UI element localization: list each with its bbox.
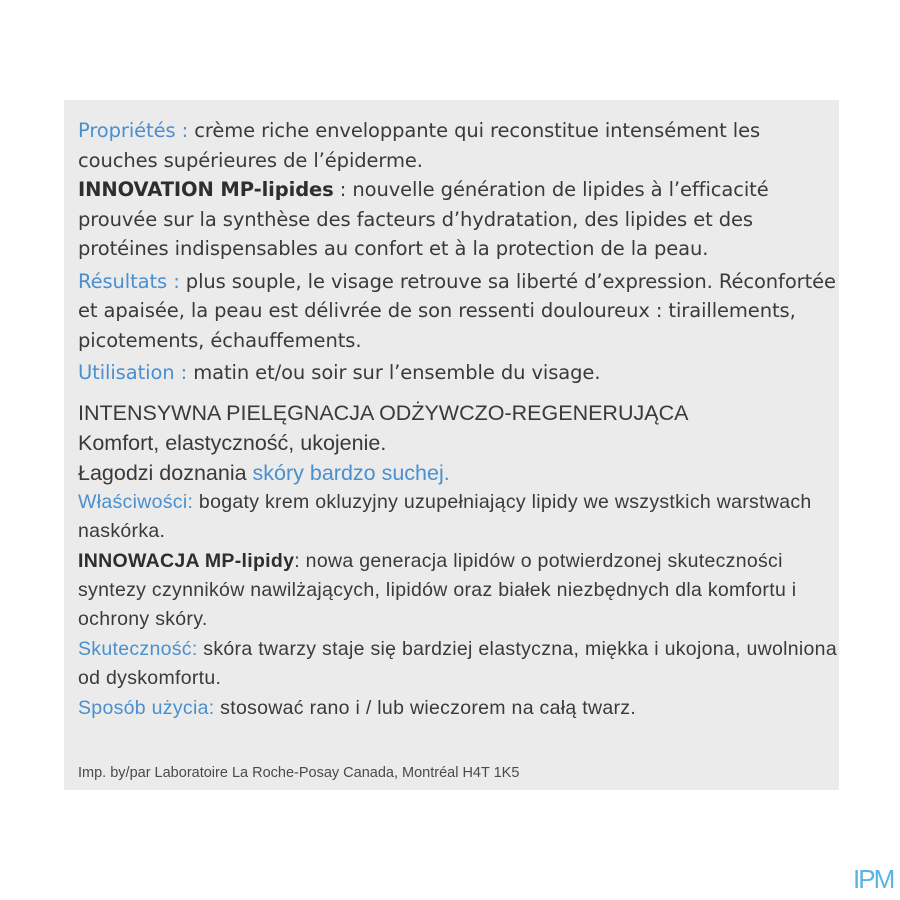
utilisation-label: Utilisation : bbox=[78, 361, 188, 384]
utilisation-text: matin et/ou soir sur l’ensemble du visage. bbox=[187, 361, 601, 384]
polish-soothes-line bbox=[78, 458, 838, 488]
innowacja-label: INNOWACJA MP-lipidy bbox=[78, 550, 295, 572]
polish-heading: INTENSYWNA PIELĘGNACJA ODŻYWCZO-REGENERUJĄCA bbox=[78, 401, 689, 425]
sposob-text: stosować rano i / lub wieczorem na całą twarz. bbox=[214, 697, 637, 719]
innovation-text: : nouvelle génération de lipides à l’efficacité prouvée sur la synthèse des facteurs d’hydratation, des lipides et des protéines indispensables au confort et à la protection de la peau. bbox=[78, 178, 769, 260]
polish-section bbox=[78, 398, 838, 723]
proprietes-label: Propriétés : bbox=[78, 119, 189, 142]
wlasciwosci-text: bogaty krem okluzyjny uzupełniający lipidy we wszystkich warstwach naskórka. bbox=[78, 491, 812, 542]
innowacja-paragraph bbox=[78, 547, 838, 634]
innowacja-text: : nowa generacja lipidów o potwierdzonej skuteczności syntezy czynników nawilżających, lipidów oraz białek niezbędnych dla komfortu i ochrony skóry. bbox=[78, 550, 797, 630]
resultats-label: Résultats : bbox=[78, 269, 180, 293]
innovation-label: INNOVATION MP-lipides bbox=[78, 178, 334, 201]
soothes-highlight: skóry bardzo suchej. bbox=[252, 461, 450, 485]
proprietes-paragraph bbox=[78, 116, 838, 175]
soothes-text: Łagodzi doznania bbox=[78, 461, 253, 485]
sposob-paragraph bbox=[78, 694, 838, 723]
ipm-logo: IPM bbox=[853, 864, 894, 894]
proprietes-text: crème riche enveloppante qui reconstitue intensément les couches supérieures de l’épiderme. bbox=[78, 119, 761, 172]
wlasciwosci-paragraph bbox=[78, 488, 838, 546]
sposob-label: Sposób użycia: bbox=[78, 697, 215, 719]
wlasciwosci-label: Właściwości: bbox=[78, 491, 194, 513]
resultats-text: plus souple, le visage retrouve sa liberté d’expression. Réconfortée et apaisée, la peau est délivrée de son ressenti douloureux : tiraillements, picotements, échauffements. bbox=[78, 269, 836, 352]
importer-footer: Imp. by/par Laboratoire La Roche-Posay Canada, Montréal H4T 1K5 bbox=[78, 765, 520, 781]
skutecznosc-paragraph bbox=[78, 635, 838, 693]
french-section bbox=[78, 116, 838, 388]
polish-subheading: Komfort, elastyczność, ukojenie. bbox=[78, 431, 387, 455]
innovation-paragraph bbox=[78, 175, 838, 264]
skutecznosc-text: skóra twarzy staje się bardziej elastyczna, miękka i ukojona, uwolniona od dyskomfortu. bbox=[78, 638, 837, 689]
skutecznosc-label: Skuteczność: bbox=[78, 638, 198, 660]
resultats-paragraph bbox=[78, 267, 838, 356]
utilisation-paragraph bbox=[78, 358, 838, 388]
